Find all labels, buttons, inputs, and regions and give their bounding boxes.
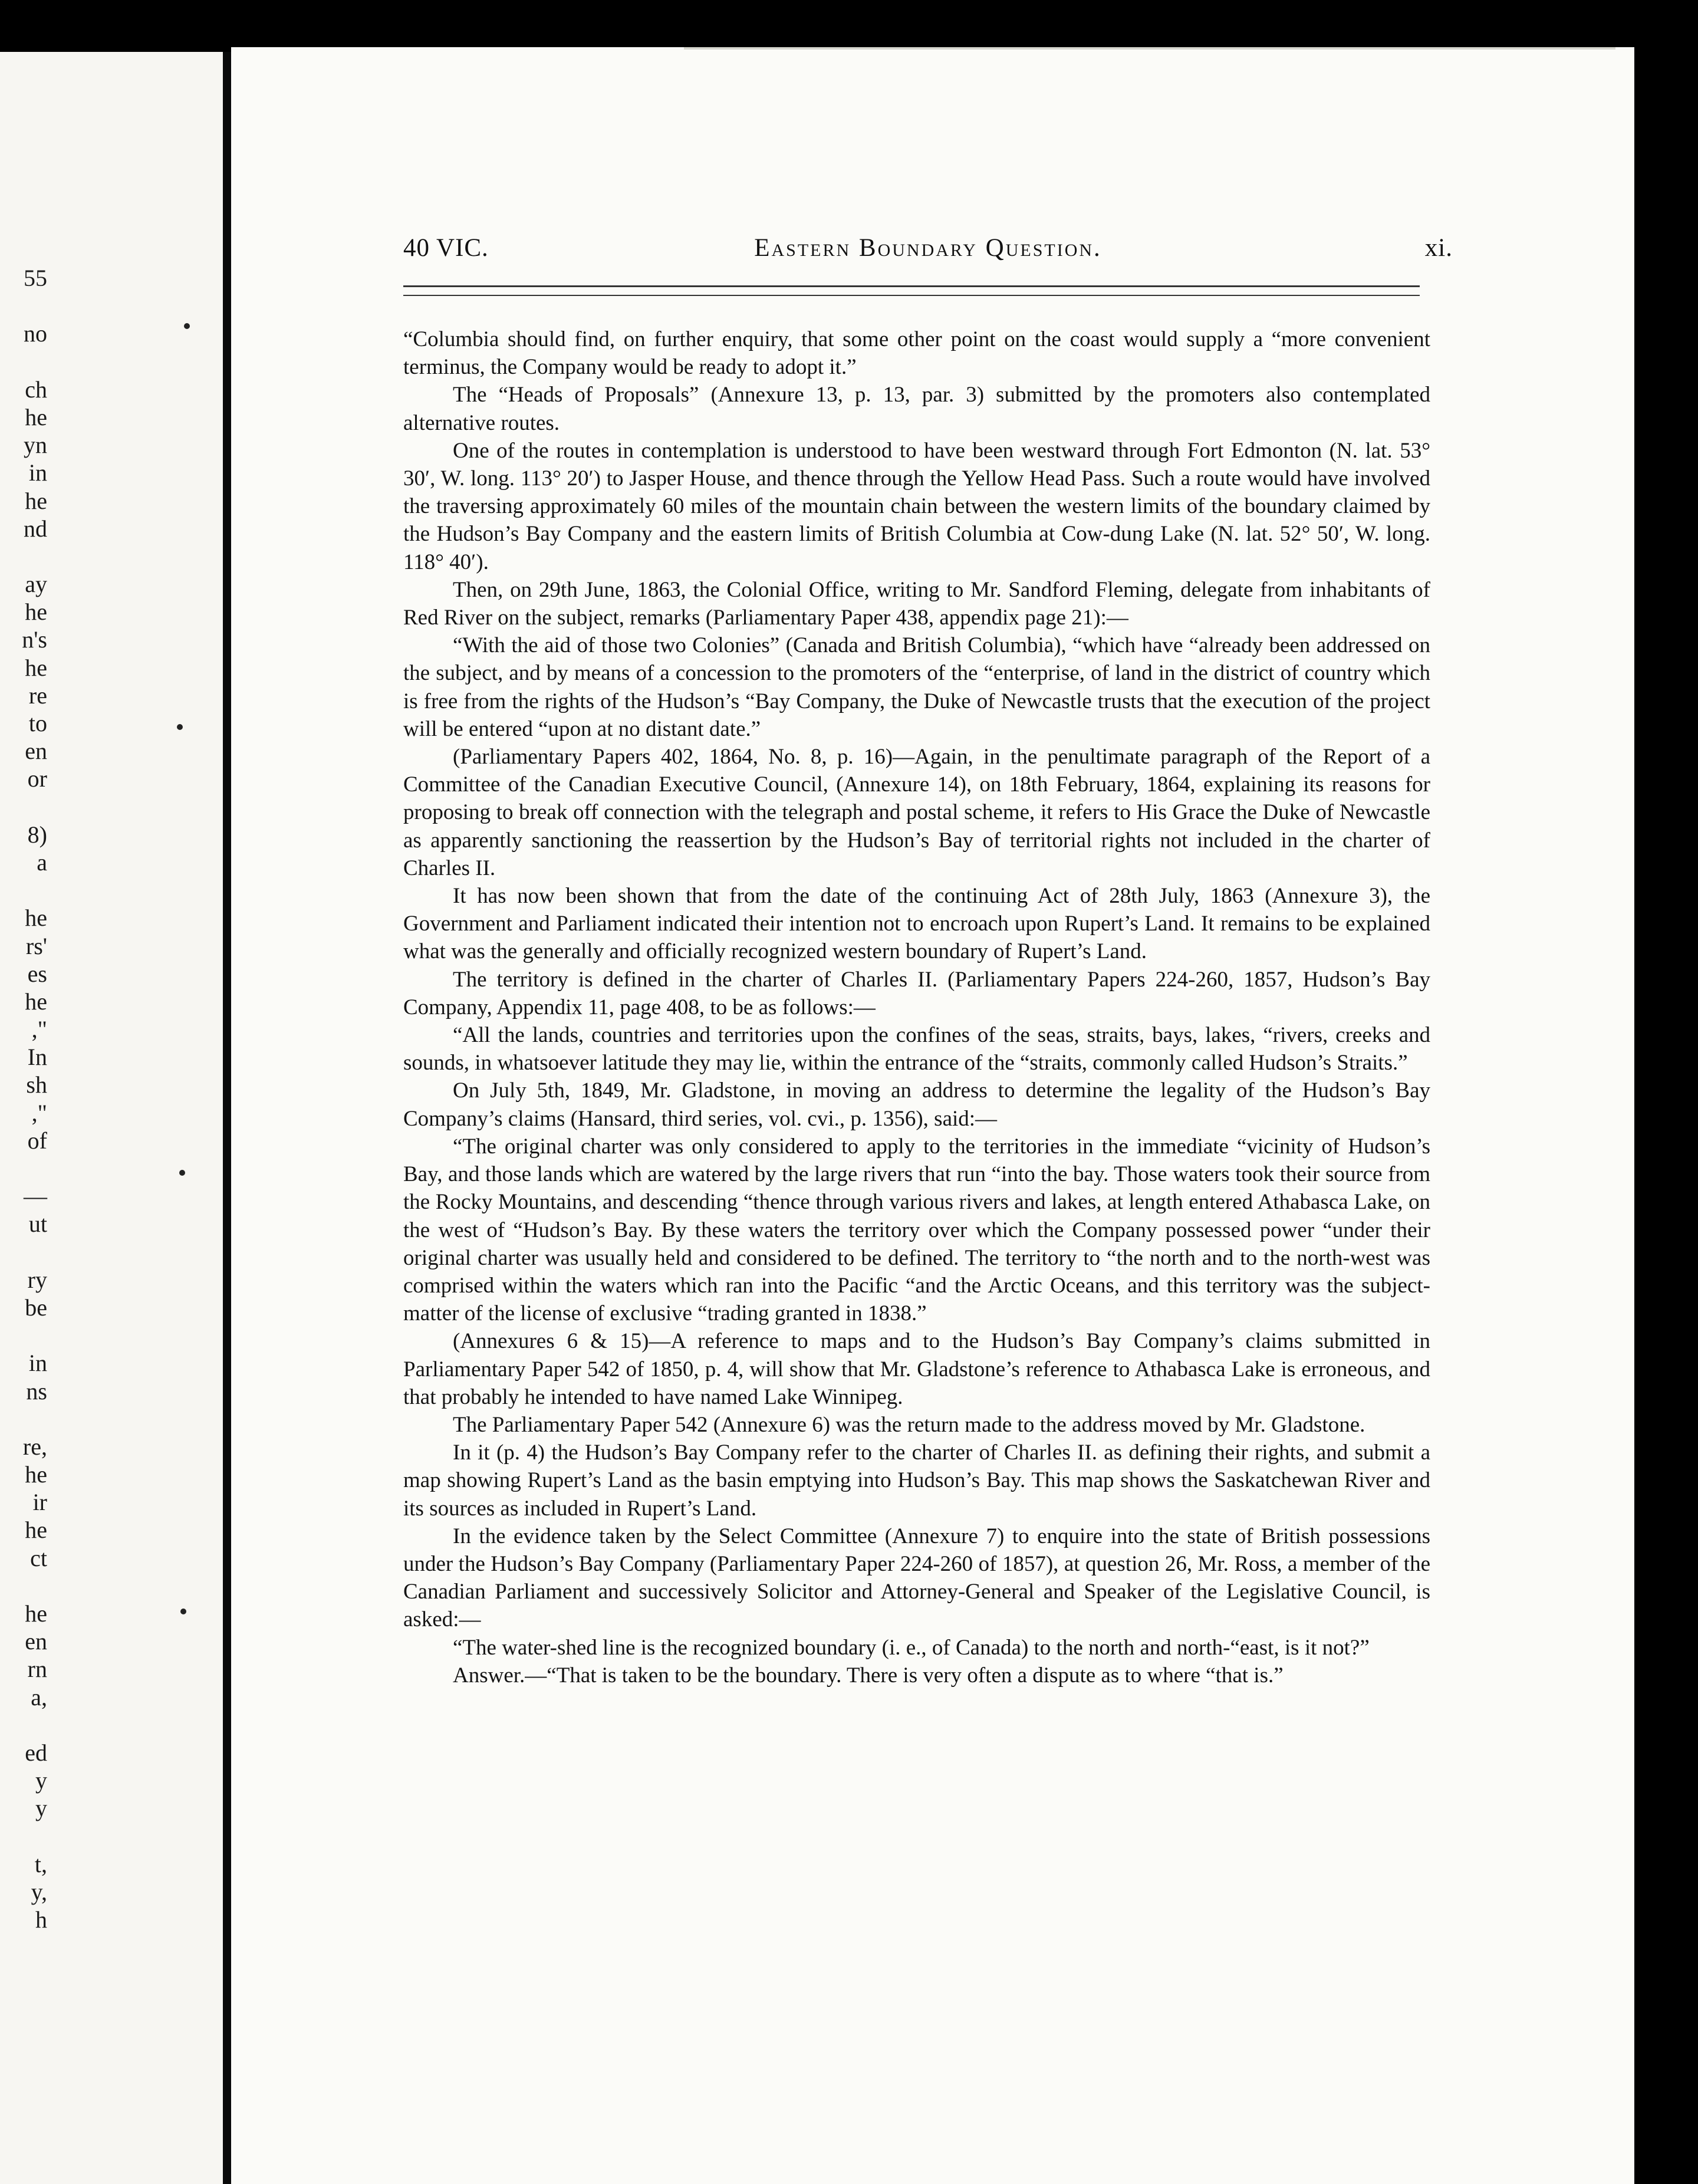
paragraph: In the evidence taken by the Select Committee (Annexure 7) to enquire into the state of British possessions under the Hudson’s Bay Company (Parliamentary Paper 224-260 of 1857), at question 26, Mr. Ross, a member of the Canadian Parliament and successively Solicitor and Attorney-General and Speaker of the Legislative Council, is asked:— xyxy=(403,1524,1430,1632)
left-fragment-line: or xyxy=(27,765,47,792)
left-margin-dot xyxy=(179,1170,185,1176)
left-fragment-line: a xyxy=(37,848,47,876)
left-fragment-line: to xyxy=(28,710,47,736)
left-fragment-line xyxy=(0,793,47,821)
paragraph: In it (p. 4) the Hudson’s Bay Company refer to the charter of Charles II. as defining their rights, and submit a map showing Rupert’s Land as the basin emptying into Hudson’s Bay. This map shows the Saskatchewan River and its sources as included in Rupert’s Land. xyxy=(403,1440,1430,1521)
left-fragment-line: n's xyxy=(22,626,47,653)
header-title: Eastern Boundary Question. xyxy=(754,234,1102,262)
left-fragment-line: he xyxy=(25,403,47,430)
paragraph: “Columbia should find, on further enquiry, that some other point on the coast would supply a “more convenient terminus, the Company would be ready to adopt it.” xyxy=(403,327,1430,380)
header-page-number: xi. xyxy=(1424,234,1453,262)
running-header xyxy=(403,233,1453,269)
left-fragment-line: ," xyxy=(31,1016,47,1043)
paragraph: On July 5th, 1849, Mr. Gladstone, in moving an address to determine the legality of the Hudson’s Bay Company’s claims (Hansard, third series, vol. cvi., p. 1356), said:— xyxy=(403,1078,1430,1131)
left-fragment-line: in xyxy=(28,459,47,486)
left-fragment-line: ut xyxy=(28,1211,47,1238)
left-fragment-line xyxy=(0,1823,47,1850)
left-fragment-line: sh xyxy=(26,1071,47,1098)
left-fragment-line xyxy=(0,1238,47,1266)
left-fragment-line: — xyxy=(24,1183,47,1210)
left-fragment-line: he xyxy=(25,904,47,932)
left-fragment-line: ry xyxy=(27,1266,47,1293)
paragraph: “The original charter was only considered to apply to the territories in the immediate “vicinity of Hudson’s Bay, and those lands which are watered by the large rivers that run “into the bay. Those waters took their source from the Rocky Mountains, and descending “thence through various rivers and lakes, at length entered Athabasca Lake, on the west of “Hudson’s Bay. By these waters the territory over which the Company possessed power “under their original charter was usually held and considered to be defined. The territory to “the north and to the north-west was comprised within the waters which ran into the Pacific “and the Arctic Oceans, and this territory was the subject-matter of the license of exclusive “trading granted in 1838.” xyxy=(403,1134,1430,1326)
left-fragment-line xyxy=(0,1155,47,1182)
left-fragment-line xyxy=(0,292,47,320)
left-fragment-line: rn xyxy=(27,1656,47,1683)
left-fragment-line: ch xyxy=(25,376,47,403)
left-fragment-line: he xyxy=(25,1600,47,1627)
left-fragment-line: ns xyxy=(26,1377,47,1405)
left-fragment-line: ay xyxy=(25,571,47,598)
left-fragment-line xyxy=(0,1405,47,1433)
left-fragment-line: re xyxy=(28,682,47,709)
left-fragment-line: ct xyxy=(30,1544,47,1571)
left-fragment-line xyxy=(0,1572,47,1600)
left-fragment-line: he xyxy=(25,487,47,514)
left-fragment-line: en xyxy=(25,1628,47,1655)
left-fragment-line: re, xyxy=(22,1433,47,1460)
paragraph: It has now been shown that from the date of the continuing Act of 28th July, 1863 (Annexure 3), the Government and Parliament indicated their intention not to encroach upon Rupert’s Land. It remains to be explained what was the generally and officially recognized western boundary of Rupert’s Land. xyxy=(403,884,1430,964)
body-text xyxy=(403,325,1430,1689)
left-fragment-line: he xyxy=(25,1517,47,1544)
left-fragment-line xyxy=(0,876,47,904)
left-fragment-line: rs' xyxy=(25,932,47,959)
left-fragment-line: en xyxy=(25,738,47,765)
left-fragment-line: t, xyxy=(34,1850,47,1877)
paragraph: The territory is defined in the charter of Charles II. (Parliamentary Papers 224-260, 1857, Hudson’s Bay Company, Appendix 11, page 408, to be as follows:— xyxy=(403,967,1430,1019)
left-page-text-fragments xyxy=(0,264,47,1933)
left-fragment-line: he xyxy=(25,598,47,626)
paragraph: “All the lands, countries and territories upon the confines of the seas, straits, bays, lakes, “rivers, creeks and sounds, in whatsoever latitude they may lie, within the entrance of the “straits, commonly called Hudson’s Straits.” xyxy=(403,1023,1430,1075)
paragraph: The Parliamentary Paper 542 (Annexure 6) was the return made to the address moved by Mr. Gladstone. xyxy=(453,1412,1365,1437)
left-fragment-line: of xyxy=(27,1127,47,1154)
header-rule-thin xyxy=(403,295,1420,296)
left-fragment-line xyxy=(0,348,47,376)
paragraph: “The water-shed line is the recognized boundary (i. e., of Canada) to the north and north-“east, is it not?” xyxy=(453,1635,1370,1660)
left-fragment-line: es xyxy=(27,960,47,987)
paragraph: “With the aid of those two Colonies” (Canada and British Columbia), “which have “already been addressed on the subject, and by means of a concession to the promoters of the “enterprise, of land in the district of country which is free from the rights of the Hudson’s “Bay Company, the Duke of Newcastle trusts that the execution of the project will be entered “upon at no distant date.” xyxy=(403,633,1430,741)
page-right-margin xyxy=(1634,47,1698,2184)
left-fragment-line: y, xyxy=(31,1878,47,1905)
left-margin-dot xyxy=(180,1609,186,1614)
left-fragment-line xyxy=(0,542,47,570)
left-fragment-line: he xyxy=(25,1461,47,1488)
left-fragment-line: y xyxy=(35,1795,47,1822)
left-fragment-line: he xyxy=(25,654,47,681)
paragraph: The “Heads of Proposals” (Annexure 13, p. 13, par. 3) submitted by the promoters also contemplated alternative routes. xyxy=(403,383,1430,435)
left-fragment-line: ed xyxy=(25,1739,47,1766)
left-fragment-line: y xyxy=(35,1767,47,1794)
left-fragment-line xyxy=(0,1711,47,1739)
book-spine xyxy=(223,52,231,2184)
left-fragment-line: ," xyxy=(31,1099,47,1126)
left-fragment-line xyxy=(0,1321,47,1349)
left-fragment-line: nd xyxy=(24,515,47,542)
paragraph: (Parliamentary Papers 402, 1864, No. 8, p. 16)—Again, in the penultimate paragraph of the Report of a Committee of the Canadian Executive Council, (Annexure 14), on 18th February, 1864, explaining its reasons for proposing to break off connection with the telegraph and postal scheme, it refers to His Grace the Duke of Newcastle as apparently sanctioning the reassertion by the Hudson’s Bay of territorial rights not included in the charter of Charles II. xyxy=(403,745,1430,880)
left-fragment-line: ir xyxy=(32,1489,47,1516)
left-fragment-line: a, xyxy=(31,1683,47,1711)
header-rule-thick xyxy=(403,285,1420,287)
left-fragment-line: h xyxy=(35,1906,47,1933)
left-fragment-line: yn xyxy=(24,432,47,459)
left-fragment-line: be xyxy=(25,1294,47,1321)
left-fragment-line: no xyxy=(24,320,47,347)
paragraph: One of the routes in contemplation is understood to have been westward through Fort Edmonton (N. lat. 53° 30′, W. long. 113° 20′) to Jasper House, and thence through the Yellow Head Pass. Such a route would have involved the traversing approximately 60 miles of the mountain chain between the western limits of the boundary claimed by the Hudson’s Bay Company and the eastern limits of British Columbia at Cow-dung Lake (N. lat. 52° 50′, W. long. 118° 40′). xyxy=(403,438,1430,574)
left-margin-dot xyxy=(184,323,190,329)
left-fragment-line: he xyxy=(25,988,47,1015)
left-margin-dot xyxy=(177,724,183,730)
header-volume: 40 VIC. xyxy=(403,234,489,262)
paragraph: Then, on 29th June, 1863, the Colonial Office, writing to Mr. Sandford Fleming, delegate from inhabitants of Red River on the subject, remarks (Parliamentary Paper 438, appendix page 21):— xyxy=(403,577,1430,630)
paragraph: Answer.—“That is taken to be the boundary. There is very often a dispute as to where “that is.” xyxy=(453,1663,1284,1688)
left-fragment-line: in xyxy=(28,1350,47,1377)
left-fragment-line: 55 xyxy=(24,265,47,291)
paragraph: (Annexures 6 & 15)—A reference to maps and to the Hudson’s Bay Company’s claims submitted in Parliamentary Paper 542 of 1850, p. 4, will show that Mr. Gladstone’s reference to Athabasca Lake is erroneous, and that probably he intended to have named Lake Winnipeg. xyxy=(403,1329,1430,1409)
left-fragment-line: In xyxy=(27,1044,47,1071)
page-top-edge xyxy=(684,47,1615,50)
left-fragment-line: 8) xyxy=(27,821,47,848)
left-page-edge xyxy=(0,52,223,2184)
